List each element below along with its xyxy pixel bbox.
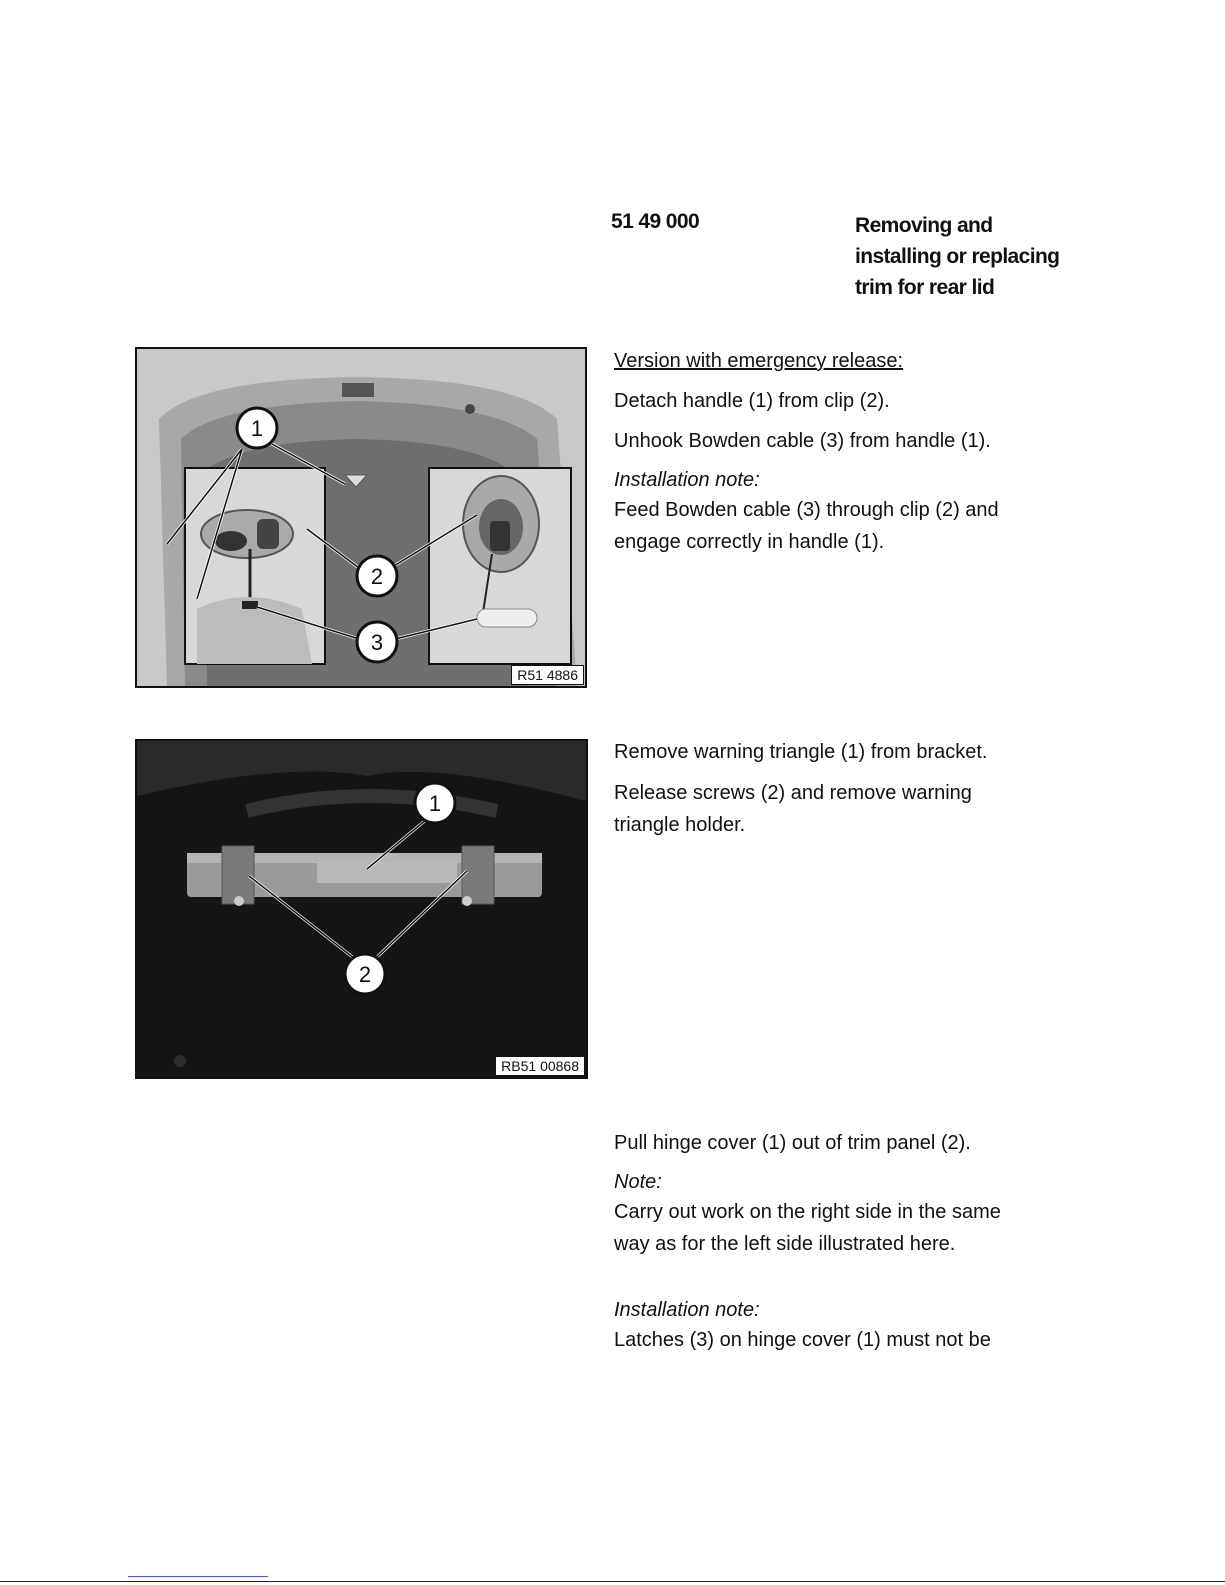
document-title xyxy=(855,210,1115,303)
note-heading: Note: xyxy=(614,1171,662,1193)
title-line: installing or replacing xyxy=(855,245,1060,268)
step-text: Remove warning triangle (1) from bracket. xyxy=(614,741,988,763)
note-heading: Installation note: xyxy=(614,469,760,491)
section-heading: Version with emergency release: xyxy=(614,350,904,372)
callout-1: 1 xyxy=(428,791,442,816)
installation-note-text: Latches (3) on hinge cover (1) must not be xyxy=(614,1329,991,1351)
document-number: 51 49 000 xyxy=(611,210,700,233)
page-divider xyxy=(0,1581,1225,1582)
section-warning-triangle xyxy=(614,737,1094,841)
title-line: trim for rear lid xyxy=(855,276,995,299)
note-text: engage correctly in handle (1). xyxy=(614,531,885,553)
step-text: Unhook Bowden cable (3) from handle (1). xyxy=(614,430,991,452)
section-emergency-release xyxy=(614,346,1094,558)
figure-1-label: R51 4886 xyxy=(511,665,584,685)
figure-2-illustration xyxy=(137,741,586,1077)
step-text: triangle holder. xyxy=(614,814,746,836)
figure-1-illustration xyxy=(137,349,585,686)
figure-2-label: RB51 00868 xyxy=(495,1056,585,1076)
note-text: way as for the left side illustrated here. xyxy=(614,1233,956,1255)
section-hinge-cover xyxy=(614,1128,1094,1356)
figure-emergency-release xyxy=(135,347,587,688)
note-text: Carry out work on the right side in the same xyxy=(614,1201,1001,1223)
step-text: Pull hinge cover (1) out of trim panel (2). xyxy=(614,1132,971,1154)
callout-3: 3 xyxy=(370,630,384,655)
callout-2: 2 xyxy=(370,564,384,589)
title-line: Removing and xyxy=(855,214,993,237)
figure-warning-triangle xyxy=(135,739,588,1079)
footer-link-underline[interactable] xyxy=(128,1576,268,1577)
callout-1: 1 xyxy=(250,416,264,441)
step-text: Detach handle (1) from clip (2). xyxy=(614,390,890,412)
note-text: Feed Bowden cable (3) through clip (2) and xyxy=(614,499,999,521)
step-text: Release screws (2) and remove warning xyxy=(614,782,972,804)
callout-2: 2 xyxy=(358,962,372,987)
installation-note-heading: Installation note: xyxy=(614,1299,760,1321)
